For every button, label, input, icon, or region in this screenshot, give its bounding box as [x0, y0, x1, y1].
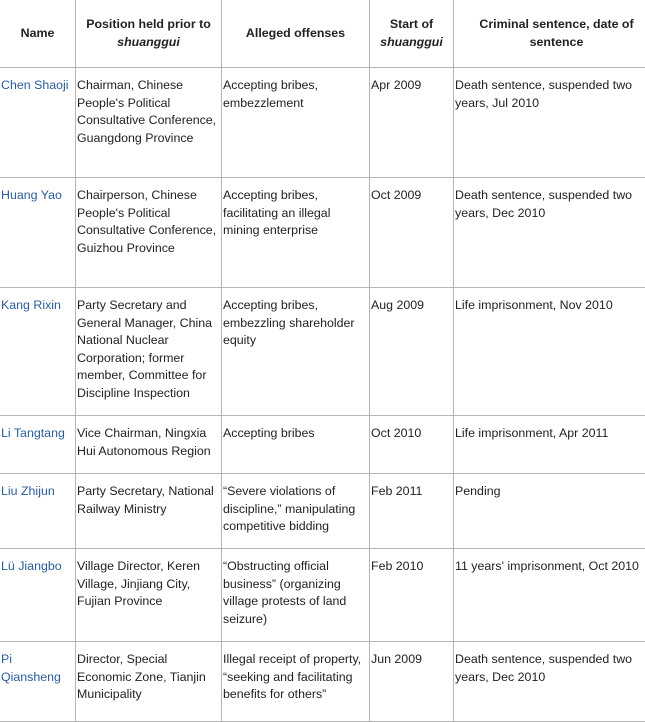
offenses-cell: “Obstructing official business” (organizing village protests of land seizure) [222, 549, 370, 642]
official-name-link[interactable]: Liu Zhijun [1, 484, 55, 498]
header-start-term: shuanggui [380, 35, 443, 49]
official-name-link[interactable]: Pi Qiansheng [1, 652, 61, 684]
name-cell [0, 549, 76, 642]
name-cell [0, 178, 76, 288]
position-cell: Director, Special Economic Zone, Tianjin Municipality [76, 642, 222, 722]
table-header-row [0, 0, 645, 68]
sentence-cell: Death sentence, suspended two years, Jul 2010 [454, 68, 645, 178]
position-cell: Village Director, Keren Village, Jinjiang City, Fujian Province [76, 549, 222, 642]
position-cell: Chairperson, Chinese People's Political Consultative Conference, Guizhou Province [76, 178, 222, 288]
table-row [0, 474, 645, 549]
official-name-link[interactable]: Li Tangtang [1, 426, 65, 440]
sentence-cell: 11 years' imprisonment, Oct 2010 [454, 549, 645, 642]
start-cell: Apr 2009 [370, 68, 454, 178]
table-row [0, 68, 645, 178]
position-cell: Vice Chairman, Ningxia Hui Autonomous Region [76, 416, 222, 474]
start-cell: Feb 2011 [370, 474, 454, 549]
sentence-cell: Life imprisonment, Nov 2010 [454, 288, 645, 416]
header-name: Name [0, 0, 76, 68]
offenses-cell: Illegal receipt of property, “seeking and facilitating benefits for others” [222, 642, 370, 722]
position-cell: Party Secretary and General Manager, China National Nuclear Corporation; former member, Committee for Discipline Inspection [76, 288, 222, 416]
sentence-cell: Death sentence, suspended two years, Dec 2010 [454, 178, 645, 288]
sentence-cell: Death sentence, suspended two years, Dec 2010 [454, 642, 645, 722]
official-name-link[interactable]: Kang Rixin [1, 298, 61, 312]
header-position-term: shuanggui [117, 35, 180, 49]
offenses-cell: Accepting bribes, embezzlement [222, 68, 370, 178]
official-name-link[interactable]: Chen Shaoji [1, 78, 69, 92]
name-cell [0, 642, 76, 722]
header-start [370, 0, 454, 68]
table-row [0, 288, 645, 416]
table-row [0, 549, 645, 642]
start-cell: Oct 2009 [370, 178, 454, 288]
start-cell: Feb 2010 [370, 549, 454, 642]
name-cell [0, 68, 76, 178]
header-position-label: Position held prior to [86, 17, 211, 31]
offenses-cell: Accepting bribes, embezzling shareholder equity [222, 288, 370, 416]
offenses-cell: Accepting bribes, facilitating an illegal mining enterprise [222, 178, 370, 288]
header-position [76, 0, 222, 68]
table-row [0, 416, 645, 474]
header-start-label: Start of [390, 17, 433, 31]
official-name-link[interactable]: Lü Jiangbo [1, 559, 62, 573]
name-cell [0, 288, 76, 416]
header-sentence: Criminal sentence, date of sentence [454, 0, 645, 68]
sentence-cell: Life imprisonment, Apr 2011 [454, 416, 645, 474]
header-offenses: Alleged offenses [222, 0, 370, 68]
offenses-cell: “Severe violations of discipline,” manipulating competitive bidding [222, 474, 370, 549]
start-cell: Oct 2010 [370, 416, 454, 474]
offenses-cell: Accepting bribes [222, 416, 370, 474]
table-row [0, 642, 645, 722]
start-cell: Aug 2009 [370, 288, 454, 416]
name-cell [0, 474, 76, 549]
name-cell [0, 416, 76, 474]
position-cell: Chairman, Chinese People's Political Consultative Conference, Guangdong Province [76, 68, 222, 178]
sentence-cell: Pending [454, 474, 645, 549]
table-row [0, 178, 645, 288]
position-cell: Party Secretary, National Railway Ministry [76, 474, 222, 549]
start-cell: Jun 2009 [370, 642, 454, 722]
official-name-link[interactable]: Huang Yao [1, 188, 62, 202]
